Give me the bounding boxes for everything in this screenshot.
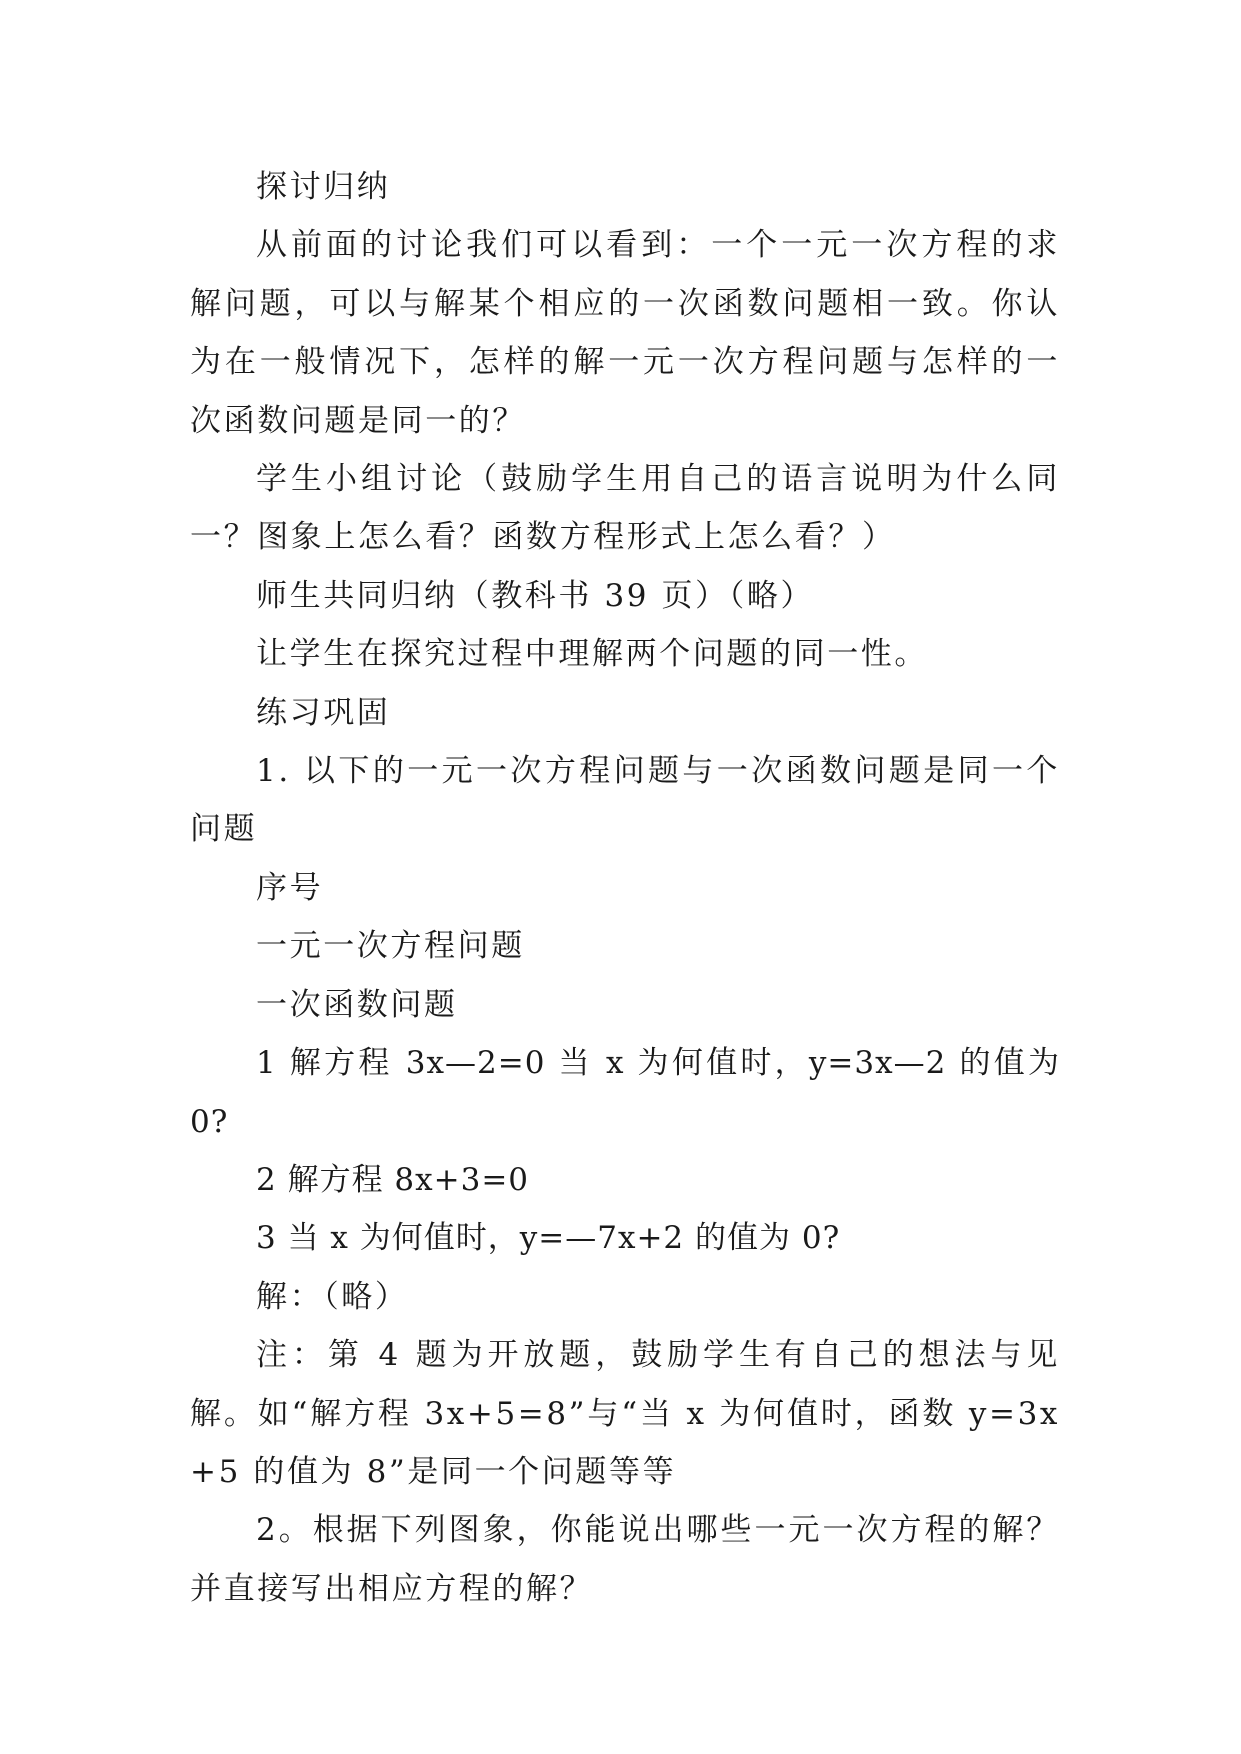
table-header-function: 一次函数问题 [256,986,458,1023]
table-row-1: 1 解方程 3x—2=0 当 x 为何值时，y=3x—2 的值为 0? [190,1045,1060,1140]
table-header-index: 序号 [256,869,324,906]
paragraph-group-discussion: 学生小组讨论（鼓励学生用自己的语言说明为什么同一？图象上怎么看？函数方程形式上怎么看？） [190,461,1060,556]
paragraph-open-question-note: 注：第 4 题为开放题，鼓励学生有自己的想法与见解。如“解方程 3x+5=8”与“当 x 为何值时，函数 y=3x+5 的值为 8”是同一个问题等等 [190,1337,1060,1490]
document-body [190,158,1060,1618]
exercise-2-prompt: 2。根据下列图象，你能说出哪些一元一次方程的解？并直接写出相应方程的解？ [190,1512,1060,1607]
table-row-3: 3 当 x 为何值时，y=—7x+2 的值为 0? [256,1220,841,1257]
paragraph-summary-reference: 师生共同归纳（教科书 39 页）（略） [256,577,815,614]
exercise-1-prompt: 1. 以下的一元一次方程问题与一次函数问题是同一个问题 [190,753,1060,848]
paragraph-intro-question: 从前面的讨论我们可以看到：一个一元一次方程的求解问题，可以与解某个相应的一次函数问题相一致。你认为在一般情况下，怎样的解一元一次方程问题与怎样的一次函数问题是同一的？ [190,227,1060,439]
solution-note: 解：（略） [256,1278,409,1315]
table-header-equation: 一元一次方程问题 [256,928,525,965]
paragraph-understanding: 让学生在探究过程中理解两个问题的同一性。 [256,636,928,673]
table-row-2: 2 解方程 8x+3=0 [256,1161,530,1198]
heading-practice: 练习巩固 [256,694,391,731]
heading-discussion-summary: 探讨归纳 [256,169,391,205]
